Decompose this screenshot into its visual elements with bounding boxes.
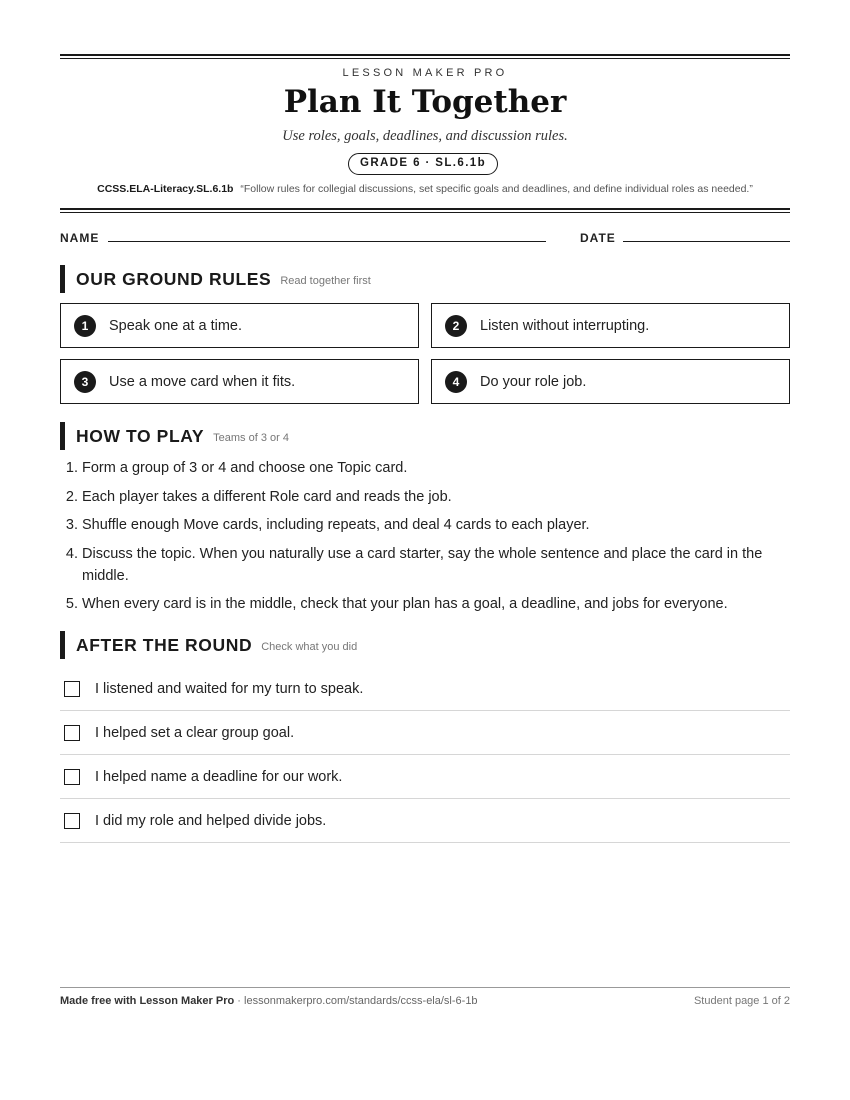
section-marker — [60, 265, 65, 293]
section-title: AFTER THE ROUND — [76, 634, 253, 655]
section-title: OUR GROUND RULES — [76, 268, 272, 289]
footer-url[interactable]: lessonmakerpro.com/standards/ccss-ela/sl-6-1b — [244, 995, 478, 1007]
checklist-item — [60, 755, 790, 799]
footer-made-with: Made free with Lesson Maker Pro — [60, 995, 235, 1007]
checklist-text: I helped name a deadline for our work. — [95, 768, 343, 785]
checklist-item — [60, 799, 790, 843]
standard-line — [60, 183, 790, 195]
instruction-step: 4. Discuss the topic. When you naturally use a card starter, say the whole sentence and place the card in the middle. — [82, 543, 785, 587]
ground-rule-card — [431, 359, 790, 404]
ground-rule-card — [60, 303, 419, 348]
section-note: Check what you did — [261, 640, 358, 653]
section-title: HOW TO PLAY — [76, 425, 205, 446]
rule-text: Listen without interrupting. — [480, 317, 650, 334]
checklist-text: I helped set a clear group goal. — [95, 724, 295, 741]
checklist-text: I listened and waited for my turn to speak. — [95, 680, 364, 697]
page-title: Plan It Together — [283, 84, 567, 120]
instruction-step: 2. Each player takes a different Role card and reads the job. — [82, 486, 785, 508]
footer-credit — [60, 995, 478, 1007]
checkbox[interactable] — [64, 725, 80, 741]
instruction-step: 3. Shuffle enough Move cards, including repeats, and deal 4 cards to each player. — [82, 514, 785, 536]
footer-separator: · — [237, 995, 241, 1007]
header-divider — [60, 208, 790, 213]
ground-rule-card — [431, 303, 790, 348]
how-to-play-heading — [60, 422, 289, 450]
date-field[interactable] — [623, 241, 790, 242]
rule-number-badge: 4 — [445, 371, 467, 393]
checkbox[interactable] — [64, 769, 80, 785]
top-divider — [60, 54, 790, 59]
brand-name: LESSON MAKER PRO — [342, 67, 508, 79]
standard-text: “Follow rules for collegial discussions, set specific goals and deadlines, and define individual roles as needed.” — [240, 183, 753, 195]
ground-rule-card — [60, 359, 419, 404]
checkbox[interactable] — [64, 813, 80, 829]
grade-badge: GRADE 6 · SL.6.1b — [348, 153, 498, 175]
rule-text: Speak one at a time. — [109, 317, 242, 334]
instructions-list — [60, 457, 785, 622]
rule-text: Use a move card when it fits. — [109, 373, 296, 390]
section-note: Read together first — [280, 274, 371, 287]
name-label: NAME — [60, 231, 100, 245]
footer-divider — [60, 987, 790, 988]
checklist-text: I did my role and helped divide jobs. — [95, 812, 327, 829]
name-field[interactable] — [108, 241, 546, 242]
standard-code: CCSS.ELA-Literacy.SL.6.1b — [97, 183, 234, 195]
rule-number-badge: 1 — [74, 315, 96, 337]
checklist-item — [60, 711, 790, 755]
instruction-step: 1. Form a group of 3 or 4 and choose one Topic card. — [82, 457, 785, 479]
checkbox[interactable] — [64, 681, 80, 697]
page-number: Student page 1 of 2 — [693, 995, 790, 1007]
instruction-step: 5. When every card is in the middle, check that your plan has a goal, a deadline, and jobs for everyone. — [82, 593, 785, 615]
rule-number-badge: 2 — [445, 315, 467, 337]
ground-rules-heading — [60, 265, 371, 293]
section-note: Teams of 3 or 4 — [213, 431, 289, 444]
date-label: DATE — [580, 231, 616, 245]
rule-text: Do your role job. — [480, 373, 587, 390]
after-round-heading — [60, 631, 357, 659]
section-marker — [60, 631, 65, 659]
rule-number-badge: 3 — [74, 371, 96, 393]
page-subtitle: Use roles, goals, deadlines, and discussion rules. — [282, 128, 568, 144]
checklist-item — [60, 667, 790, 711]
section-marker — [60, 422, 65, 450]
